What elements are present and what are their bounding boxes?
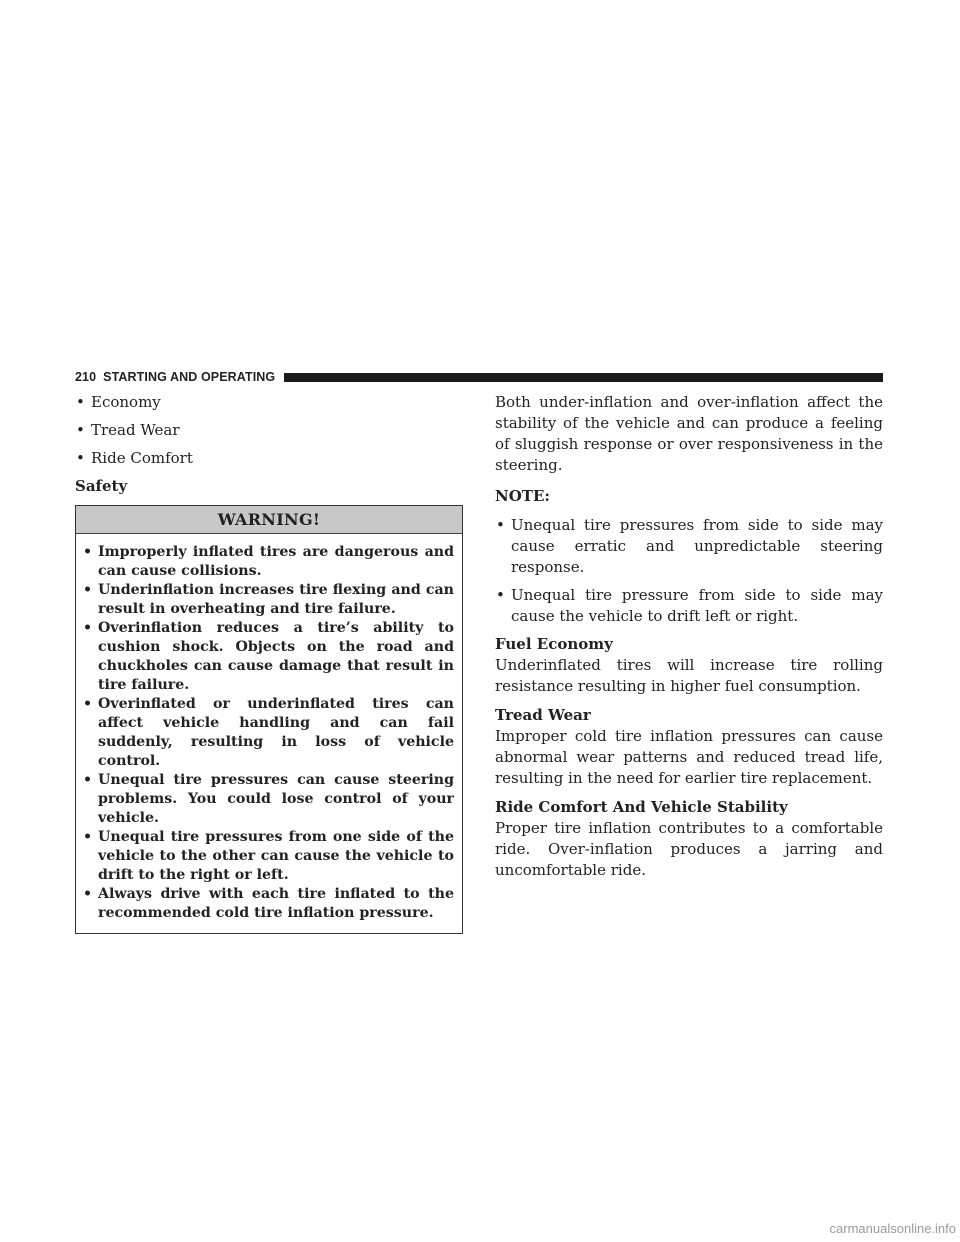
warning-item: • Underinflation increases tire flexing and can result in overheating and tire failure. [83,582,454,617]
page-header [75,369,883,385]
section-title: STARTING AND OPERATING [103,370,276,384]
page-number: 210 [75,370,97,384]
warning-item: • Unequal tire pressures can cause steering problems. You could lose control of your vehicle. [83,772,454,826]
list-item: • Tread Wear [76,421,180,439]
warning-item: • Always drive with each tire inflated to the recommended cold tire inflation pressure. [83,886,454,921]
note-item: • Unequal tire pressure from side to side may cause the vehicle to drift left or right. [496,586,883,625]
intro-paragraph: Both under-inflation and over-inflation affect the stability of the vehicle and can produce a feeling of sluggish response or over responsiveness in the steering. [495,393,883,474]
left-column [75,392,463,934]
warning-title: WARNING! [76,506,462,534]
warning-box [75,505,463,934]
warning-item: • Improperly inflated tires are dangerous and can cause collisions. [83,544,454,579]
fuel-economy-heading: Fuel Economy [495,635,613,653]
ride-comfort-heading: Ride Comfort And Vehicle Stability [495,798,788,816]
note-item: • Unequal tire pressures from side to side may cause erratic and unpredictable steering response. [496,516,883,576]
note-heading: NOTE: [495,487,550,505]
list-item: • Economy [76,393,161,411]
fuel-economy-paragraph: Underinflated tires will increase tire rolling resistance resulting in higher fuel consumption. [495,656,883,695]
right-column [495,392,883,881]
ride-comfort-paragraph: Proper tire inflation contributes to a comfortable ride. Over-inflation produces a jarring and uncomfortable ride. [495,819,883,879]
warning-item: • Overinflation reduces a tire’s ability to cushion shock. Objects on the road and chuckholes can cause damage that result in tire failure. [83,620,454,693]
list-item: • Ride Comfort [76,449,193,467]
tread-wear-heading: Tread Wear [495,706,591,724]
warning-item: • Unequal tire pressures from one side of the vehicle to the other can cause the vehicle to drift to the right or left. [83,829,454,883]
safety-heading: Safety [75,477,128,495]
warning-list [76,534,462,933]
tread-wear-paragraph: Improper cold tire inflation pressures can cause abnormal wear patterns and reduced tread life, resulting in the need for earlier tire replacement. [495,727,883,787]
note-list [495,515,883,627]
watermark: carmanualsonline.info [829,1221,956,1236]
warning-item: • Overinflated or underinflated tires can affect vehicle handling and can fail suddenly, resulting in loss of vehicle control. [83,696,454,769]
header-rule [284,373,883,382]
